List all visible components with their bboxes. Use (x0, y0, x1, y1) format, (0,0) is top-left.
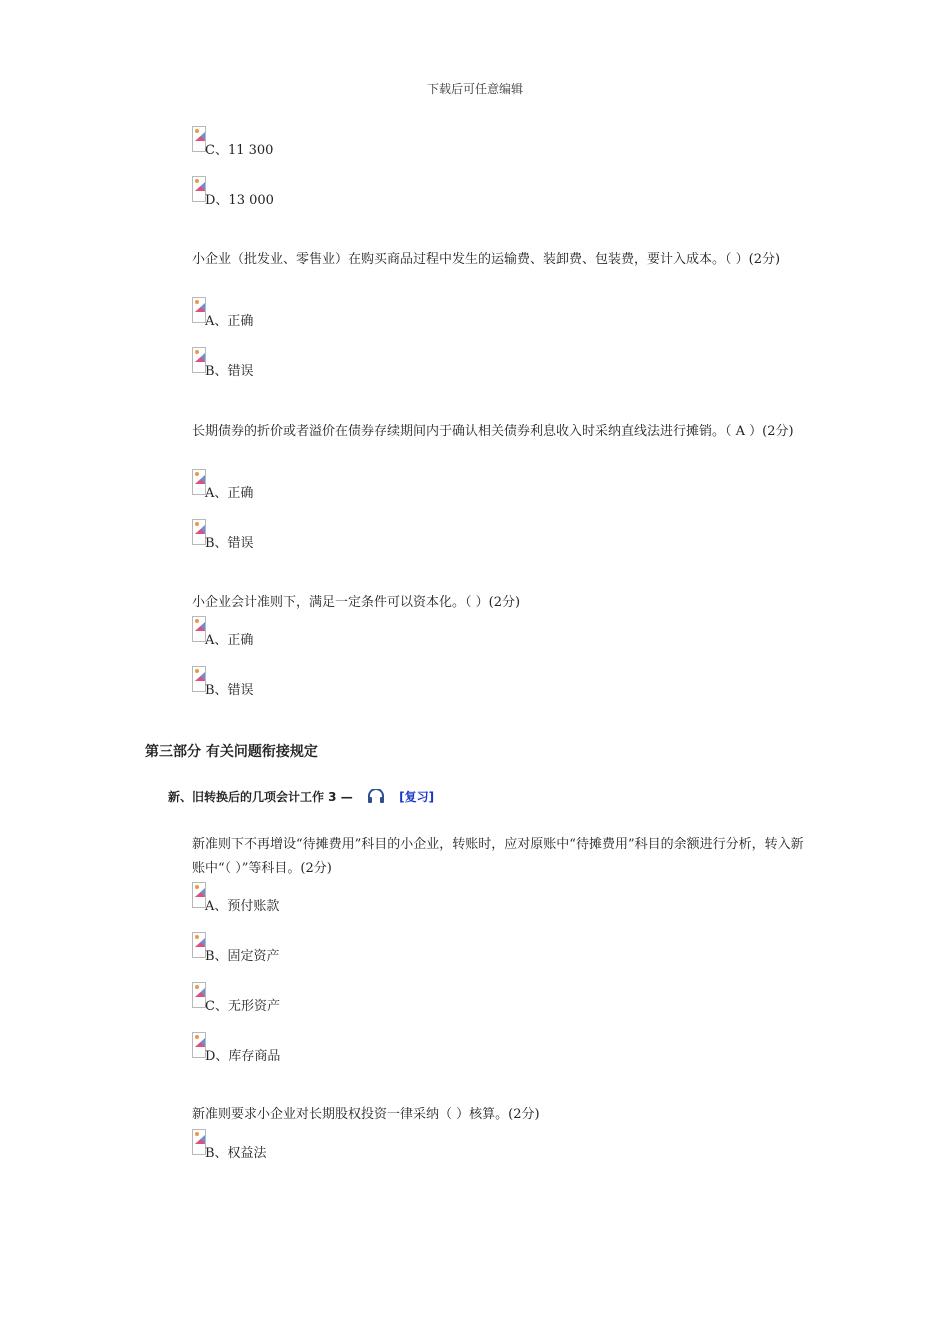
broken-image-icon (192, 1129, 206, 1155)
option-label: A、预付账款 (205, 899, 280, 914)
option-label: B、错误 (205, 536, 254, 551)
headphones-icon[interactable] (367, 789, 385, 806)
broken-image-icon (192, 176, 206, 202)
question-text: 新准则下不再增设“待摊费用”科目的小企业，转账时，应对原账中“待摊费用”科目的余额进行分析，转入新账中“（ ）”等科目。(2分) (192, 837, 804, 876)
broken-image-icon (192, 519, 206, 545)
broken-image-icon (192, 126, 206, 152)
option-label: D、库存商品 (205, 1049, 281, 1064)
broken-image-icon (192, 666, 206, 692)
section-title: 第三部分 有关问题衔接规定 (145, 744, 318, 760)
broken-image-icon (192, 1032, 206, 1058)
question-text: 长期债券的折价或者溢价在债券存续期间内于确认相关债券利息收入时采纳直线法进行摊销。（ A ）(2分) (192, 424, 794, 439)
broken-image-icon (192, 882, 206, 908)
option-label: B、权益法 (205, 1146, 267, 1161)
option-label: B、错误 (205, 364, 254, 379)
option-label: B、固定资产 (205, 949, 280, 964)
broken-image-icon (192, 982, 206, 1008)
question-text: 小企业会计准则下，满足一定条件可以资本化。（ ）(2分) (192, 595, 521, 610)
broken-image-icon (192, 297, 206, 323)
subsection-label: 新、旧转换后的几项会计工作 3 — (168, 790, 353, 804)
page-header: 下载后可任意编辑 (426, 82, 523, 96)
option-label: C、无形资产 (205, 999, 280, 1014)
subsection-title (168, 788, 434, 806)
option-label: A、正确 (205, 314, 254, 329)
broken-image-icon (192, 347, 206, 373)
option-label: C、11 300 (205, 143, 274, 158)
broken-image-icon (192, 932, 206, 958)
broken-image-icon (192, 469, 206, 495)
option-label: B、错误 (205, 683, 254, 698)
question-text: 新准则要求小企业对长期股权投资一律采纳（ ）核算。(2分) (192, 1107, 540, 1122)
option-label: A、正确 (205, 633, 254, 648)
option-label: D、13 000 (205, 193, 274, 208)
review-link[interactable]: [复习] (399, 790, 435, 804)
option-label: A、正确 (205, 486, 254, 501)
question-text: 小企业（批发业、零售业）在购买商品过程中发生的运输费、装卸费、包装费，要计入成本。（ ）(2分) (192, 252, 781, 267)
broken-image-icon (192, 616, 206, 642)
